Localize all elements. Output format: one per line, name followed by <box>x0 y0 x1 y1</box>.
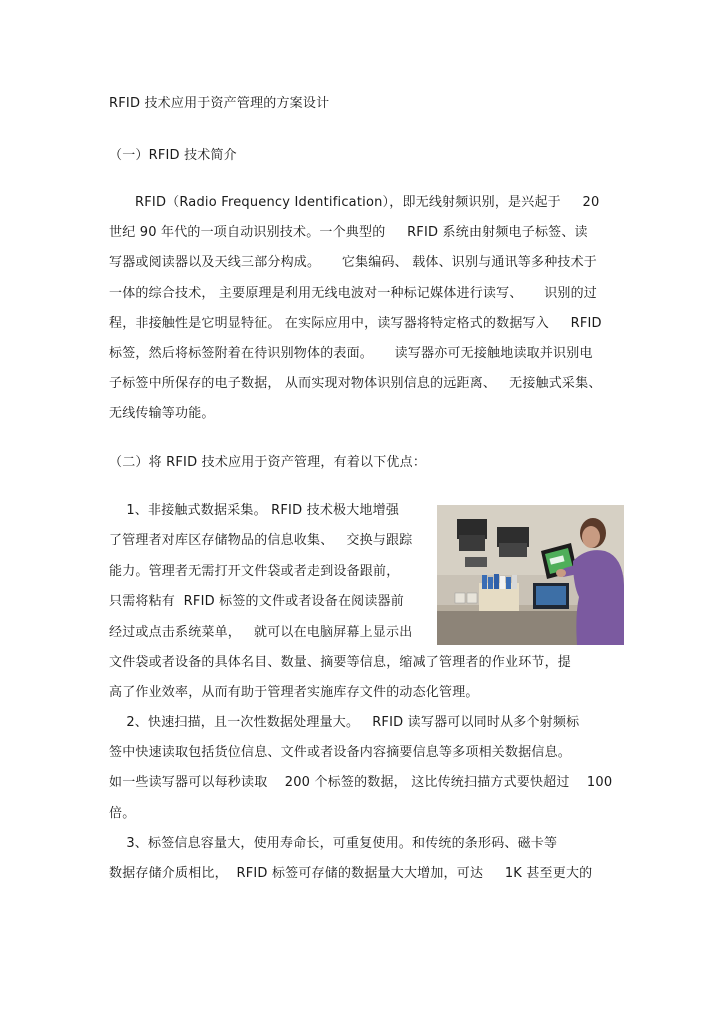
paragraph-line: 只需将粘有 RFID 标签的文件或者设备在阅读器前 <box>109 594 404 609</box>
paragraph-line: 高了作业效率，从而有助于管理者实施库存文件的动态化管理。 <box>109 685 479 700</box>
rfid-reader-photo <box>437 505 624 645</box>
paragraph-line: 能力。管理者无需打开文件袋或者走到设备跟前， <box>109 564 400 579</box>
section-heading-advantages: （二）将 RFID 技术应用于资产管理，有着以下优点： <box>109 455 427 470</box>
document-title: RFID 技术应用于资产管理的方案设计 <box>109 96 330 111</box>
section-heading-intro: （一）RFID 技术简介 <box>109 148 237 163</box>
paragraph-line: 经过或点击系统菜单， 就可以在电脑屏幕上显示出 <box>109 625 413 640</box>
paragraph-line: 2、快速扫描，且一次性数据处理量大。 RFID 读写器可以同时从多个射频标 <box>109 715 580 730</box>
paragraph-line: RFID（Radio Frequency Identification），即无线射频识别，是兴起于 20 <box>109 195 600 210</box>
paragraph-line: 标签，然后将标签附着在待识别物体的表面。 读写器亦可无接触地读取并识别电 <box>109 346 593 361</box>
paragraph-line: 程，非接触性是它明显特征。 在实际应用中，读写器将特定格式的数据写入 RFID <box>109 316 602 331</box>
paragraph-line: 无线传输等功能。 <box>109 406 215 421</box>
paragraph-line: 数据存储介质相比， RFID 标签可存储的数据量大大增加，可达 1K 甚至更大的 <box>109 866 593 881</box>
paragraph-line: 子标签中所保存的电子数据， 从而实现对物体识别信息的远距离、 无接触式采集、 <box>109 376 602 391</box>
paragraph-line: 世纪 90 年代的一项自动识别技术。一个典型的 RFID 系统由射频电子标签、读 <box>109 225 588 240</box>
paragraph-line: 3、标签信息容量大，使用寿命长，可重复使用。和传统的条形码、磁卡等 <box>109 836 558 851</box>
paragraph-line: 1、非接触式数据采集。 RFID 技术极大地增强 <box>109 503 400 518</box>
paragraph-line: 签中快速读取包括货位信息、文件或者设备内容摘要信息等多项相关数据信息。 <box>109 745 572 760</box>
paragraph-line: 文件袋或者设备的具体名目、数量、摘要等信息，缩减了管理者的作业环节，提 <box>109 655 572 670</box>
paragraph-line: 一体的综合技术， 主要原理是利用无线电波对一种标记媒体进行读写、 识别的过 <box>109 286 597 301</box>
paragraph-line: 了管理者对库区存储物品的信息收集、 交换与跟踪 <box>109 533 413 548</box>
paragraph-line: 如一些读写器可以每秒读取 200 个标签的数据， 这比传统扫描方式要快超过 100 <box>109 775 613 790</box>
paragraph-line: 倍。 <box>109 806 136 821</box>
paragraph-line: 写器或阅读器以及天线三部分构成。 它集编码、 载体、识别与通讯等多种技术于 <box>109 255 597 270</box>
